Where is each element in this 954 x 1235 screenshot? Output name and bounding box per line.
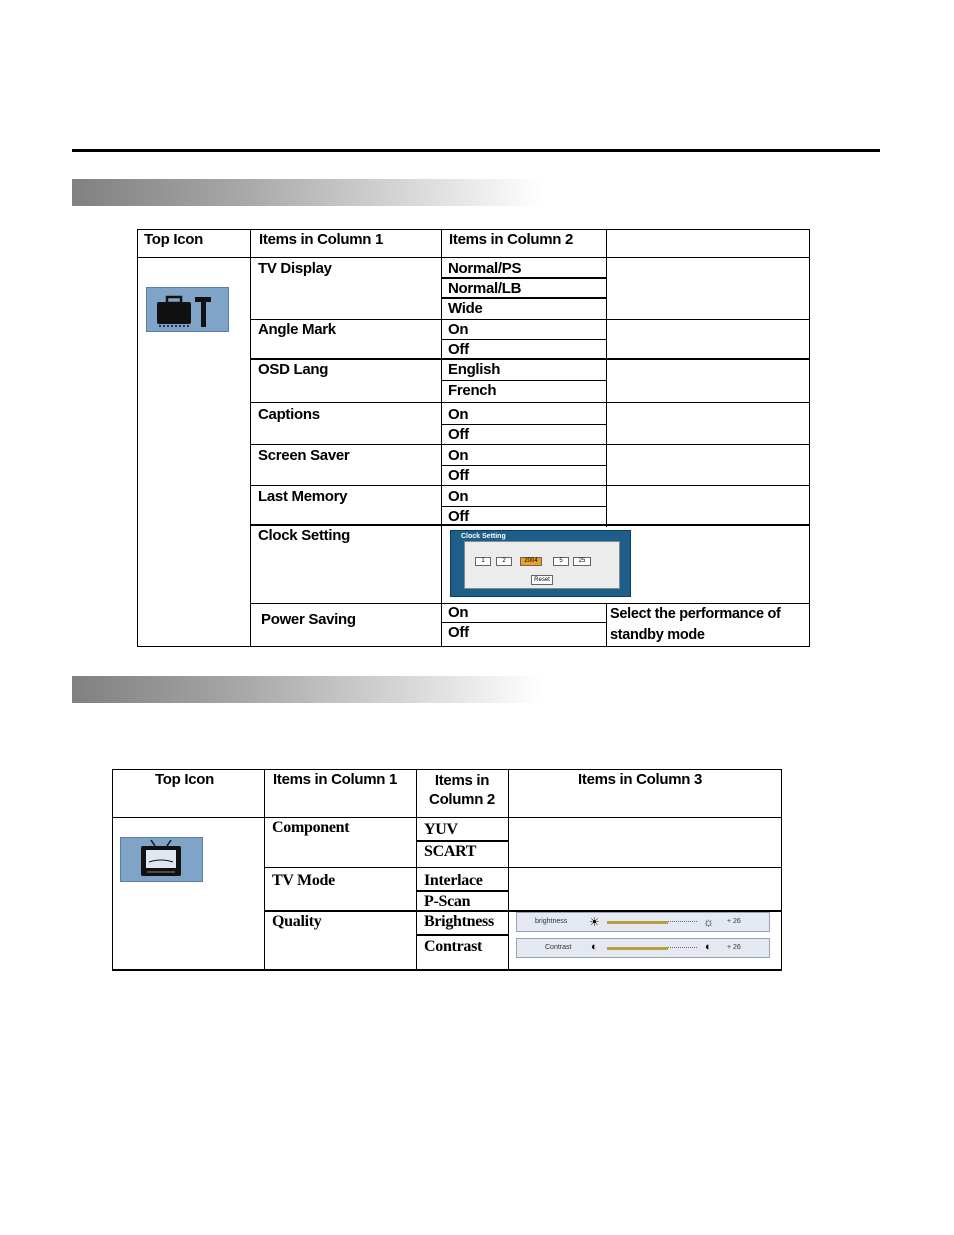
section-header-band-1 — [72, 179, 542, 206]
brightness-value: + 26 — [727, 918, 741, 925]
clock-field-year[interactable]: 2004 — [520, 557, 542, 566]
item-tv-display: TV Display — [258, 260, 332, 277]
option-english: English — [448, 361, 501, 378]
t2-item-quality: Quality — [272, 913, 322, 930]
option-p-scan: P-Scan — [424, 893, 471, 910]
brightness-fill — [607, 921, 668, 924]
contrast-rest — [668, 947, 697, 951]
t2-header-column-2: Items in Column 2 — [429, 772, 495, 808]
brightness-slider-label: brightness — [535, 918, 568, 925]
option-french: French — [448, 382, 497, 399]
clock-reset-button[interactable]: Reset — [531, 575, 553, 585]
contrast-value: + 26 — [727, 944, 741, 951]
brightness-slider[interactable] — [516, 912, 770, 932]
t2-header-column-3: Items in Column 3 — [578, 771, 703, 788]
option-captions-on: On — [448, 406, 469, 423]
option-captions-off: Off — [448, 426, 469, 443]
option-powersaving-on: On — [448, 604, 469, 621]
item-screen-saver: Screen Saver — [258, 447, 350, 464]
toolbox-icon — [146, 287, 229, 332]
t2-header-column-1: Items in Column 1 — [273, 771, 398, 788]
clock-setting-dialog — [450, 530, 631, 597]
t2-item-tv-mode: TV Mode — [272, 872, 335, 889]
clock-dialog-title: Clock Setting — [461, 533, 506, 540]
option-scart: SCART — [424, 843, 477, 860]
option-normal-ps: Normal/PS — [448, 260, 522, 277]
option-interlace: Interlace — [424, 872, 483, 889]
header-top-icon: Top Icon — [144, 231, 203, 248]
sun-outline-icon: ☼ — [703, 915, 714, 929]
option-powersaving-off: Off — [448, 624, 469, 641]
option-screensaver-off: Off — [448, 467, 469, 484]
option-brightness: Brightness — [424, 913, 494, 930]
contrast-fill — [607, 947, 668, 950]
section-header-band-2 — [72, 676, 542, 703]
option-angle-off: Off — [448, 341, 469, 358]
option-yuv: YUV — [424, 821, 458, 838]
item-captions: Captions — [258, 406, 320, 423]
power-saving-note-line1: Select the performance of — [610, 606, 781, 622]
item-last-memory: Last Memory — [258, 488, 348, 505]
sun-icon: ☀ — [589, 915, 600, 929]
option-screensaver-on: On — [448, 447, 469, 464]
contrast-slider-label: Contrast — [545, 944, 572, 951]
header-column-2: Items in Column 2 — [449, 231, 574, 248]
item-clock-setting: Clock Setting — [258, 527, 350, 544]
header-column-1: Items in Column 1 — [259, 231, 384, 248]
power-saving-note-line2: standby mode — [610, 627, 705, 643]
clock-field-minute[interactable]: 25 — [573, 557, 591, 566]
t2-header-top-icon: Top Icon — [155, 771, 214, 788]
option-lastmemory-on: On — [448, 488, 469, 505]
clock-field-hour[interactable]: 5 — [553, 557, 569, 566]
option-angle-on: On — [448, 321, 469, 338]
t2-item-component: Component — [272, 819, 350, 836]
tv-icon — [120, 837, 203, 882]
option-wide: Wide — [448, 300, 483, 317]
contrast-icon: ◐ — [591, 941, 598, 953]
item-power-saving: Power Saving — [261, 611, 356, 628]
top-rule — [72, 149, 880, 152]
contrast-icon-right: ◐ — [705, 941, 712, 953]
brightness-rest — [668, 921, 697, 925]
option-lastmemory-off: Off — [448, 508, 469, 525]
option-contrast: Contrast — [424, 938, 483, 955]
clock-dialog-body — [464, 541, 620, 589]
option-normal-lb: Normal/LB — [448, 280, 522, 297]
contrast-slider[interactable] — [516, 938, 770, 958]
clock-field-2[interactable]: 2 — [496, 557, 512, 566]
clock-field-1[interactable]: 1 — [475, 557, 491, 566]
item-angle-mark: Angle Mark — [258, 321, 336, 338]
item-osd-lang: OSD Lang — [258, 361, 329, 378]
